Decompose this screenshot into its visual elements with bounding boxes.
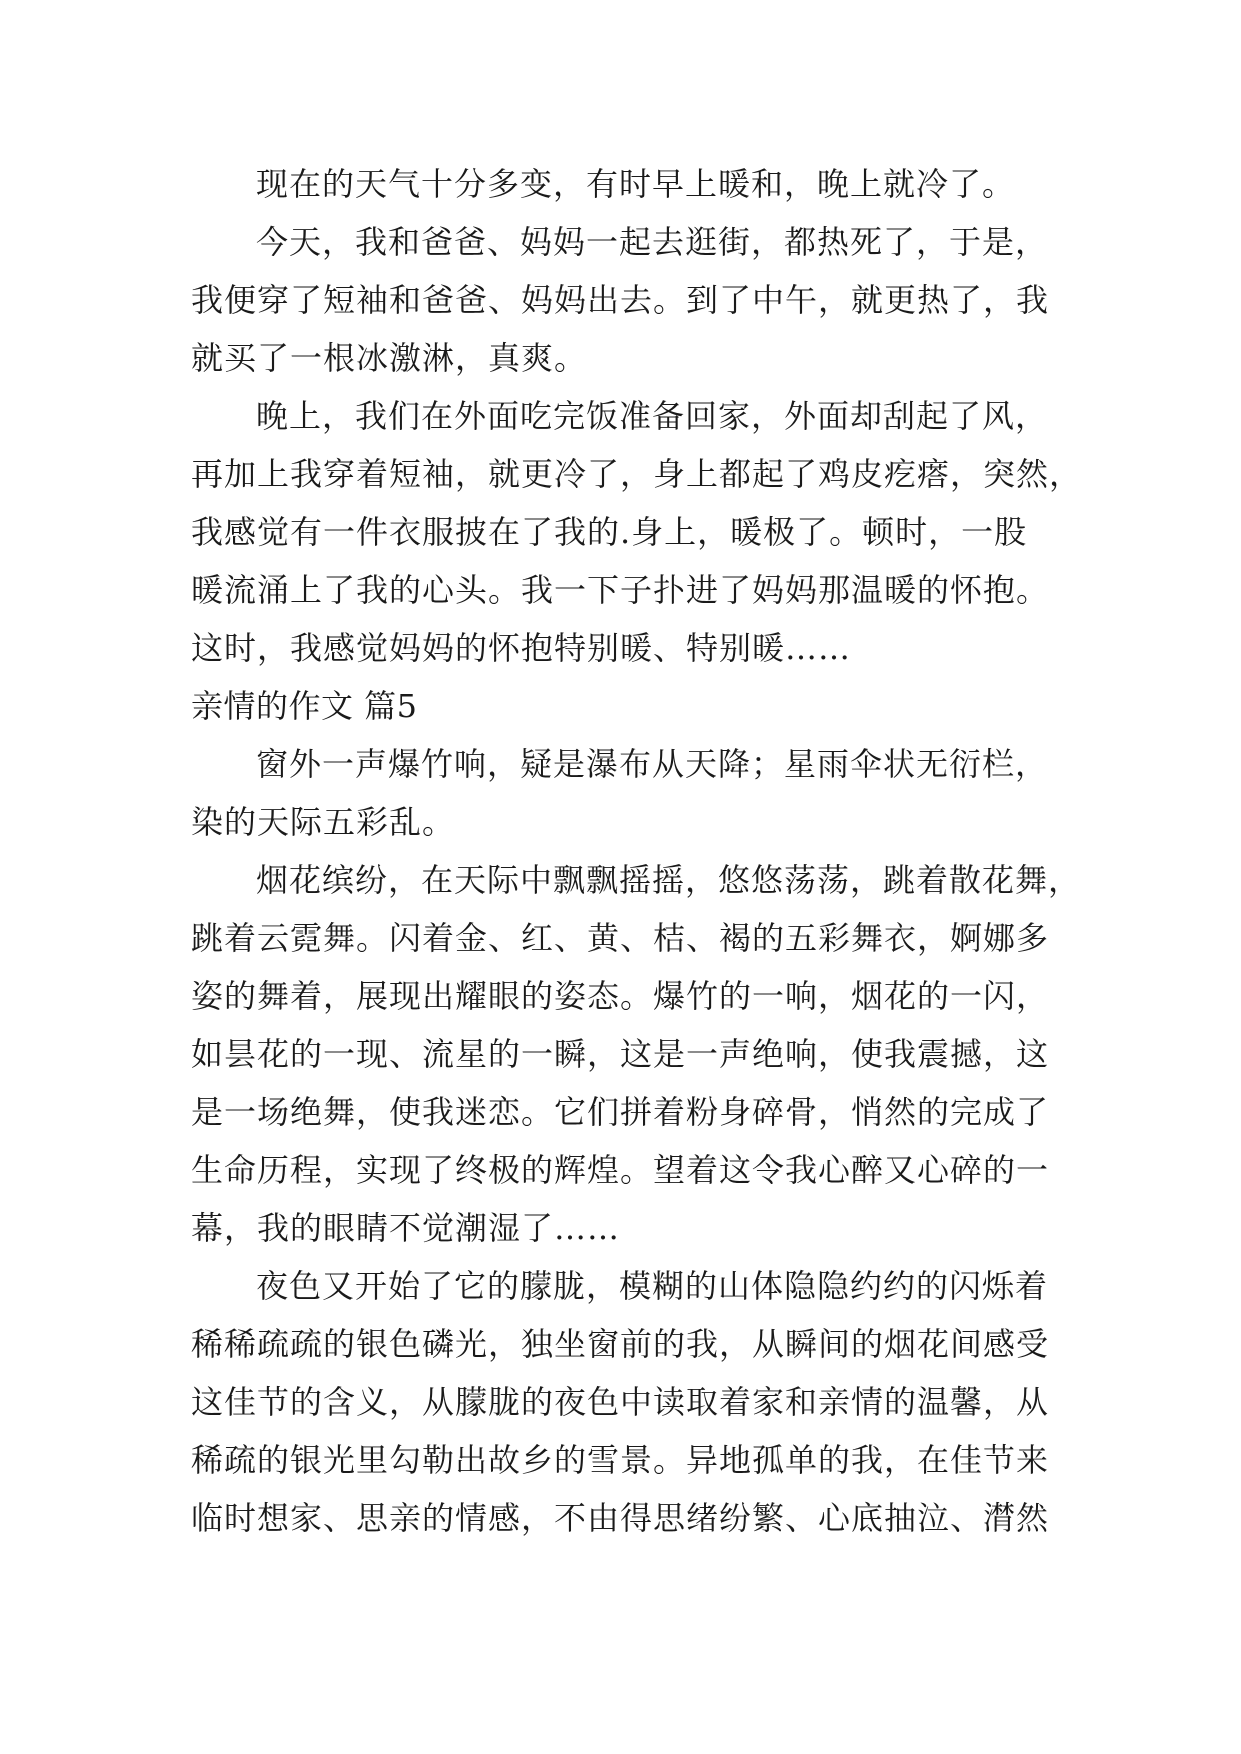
paragraph-line: 今天，我和爸爸、妈妈一起去逛街，都热死了，于是，: [256, 223, 1049, 261]
paragraph-line: 跳着云霓舞。闪着金、红、黄、桔、褐的五彩舞衣，婀娜多: [191, 919, 1050, 957]
paragraph-line: 姿的舞着，展现出耀眼的姿态。爆竹的一响，烟花的一闪，: [191, 977, 1050, 1015]
paragraph-line: 生命历程，实现了终极的辉煌。望着这令我心醉又心碎的一: [191, 1151, 1050, 1189]
paragraph-line: 再加上我穿着短袖，就更冷了，身上都起了鸡皮疙瘩，突然，: [191, 455, 1083, 493]
paragraph-line: 我感觉有一件衣服披在了我的.身上，暖极了。顿时，一股: [191, 513, 1028, 551]
paragraph-line: 稀稀疏疏的银色磷光，独坐窗前的我，从瞬间的烟花间感受: [191, 1325, 1050, 1363]
paragraph-line: 幕，我的眼睛不觉潮湿了……: [191, 1209, 621, 1247]
paragraph-line: 暖流涌上了我的心头。我一下子扑进了妈妈那温暖的怀抱。: [191, 571, 1050, 609]
paragraph-line: 晚上，我们在外面吃完饭准备回家，外面却刮起了风，: [256, 397, 1049, 435]
paragraph-line: 夜色又开始了它的朦胧，模糊的山体隐隐约约的闪烁着: [256, 1267, 1049, 1305]
paragraph-line: 是一场绝舞，使我迷恋。它们拼着粉身碎骨，悄然的完成了: [191, 1093, 1050, 1131]
paragraph-line: 烟花缤纷，在天际中飘飘摇摇，悠悠荡荡，跳着散花舞，: [256, 861, 1082, 899]
paragraph-line: 现在的天气十分多变，有时早上暖和，晚上就冷了。: [256, 165, 1016, 203]
paragraph-line: 这时，我感觉妈妈的怀抱特别暖、特别暖……: [191, 629, 852, 667]
paragraph-line: 染的天际五彩乱。: [191, 803, 456, 841]
paragraph-line: 就买了一根冰激淋，真爽。: [191, 339, 588, 377]
section-heading: 亲情的作文 篇5: [191, 687, 418, 725]
paragraph-line: 稀疏的银光里勾勒出故乡的雪景。异地孤单的我，在佳节来: [191, 1441, 1050, 1479]
paragraph-line: 我便穿了短袖和爸爸、妈妈出去。到了中午，就更热了，我: [191, 281, 1050, 319]
paragraph-line: 如昙花的一现、流星的一瞬，这是一声绝响，使我震撼，这: [191, 1035, 1050, 1073]
paragraph-line: 临时想家、思亲的情感，不由得思绪纷繁、心底抽泣、潸然: [191, 1499, 1050, 1537]
paragraph-line: 这佳节的含义，从朦胧的夜色中读取着家和亲情的温馨，从: [191, 1383, 1050, 1421]
paragraph-line: 窗外一声爆竹响，疑是瀑布从天降；星雨伞状无衍栏，: [256, 745, 1049, 783]
